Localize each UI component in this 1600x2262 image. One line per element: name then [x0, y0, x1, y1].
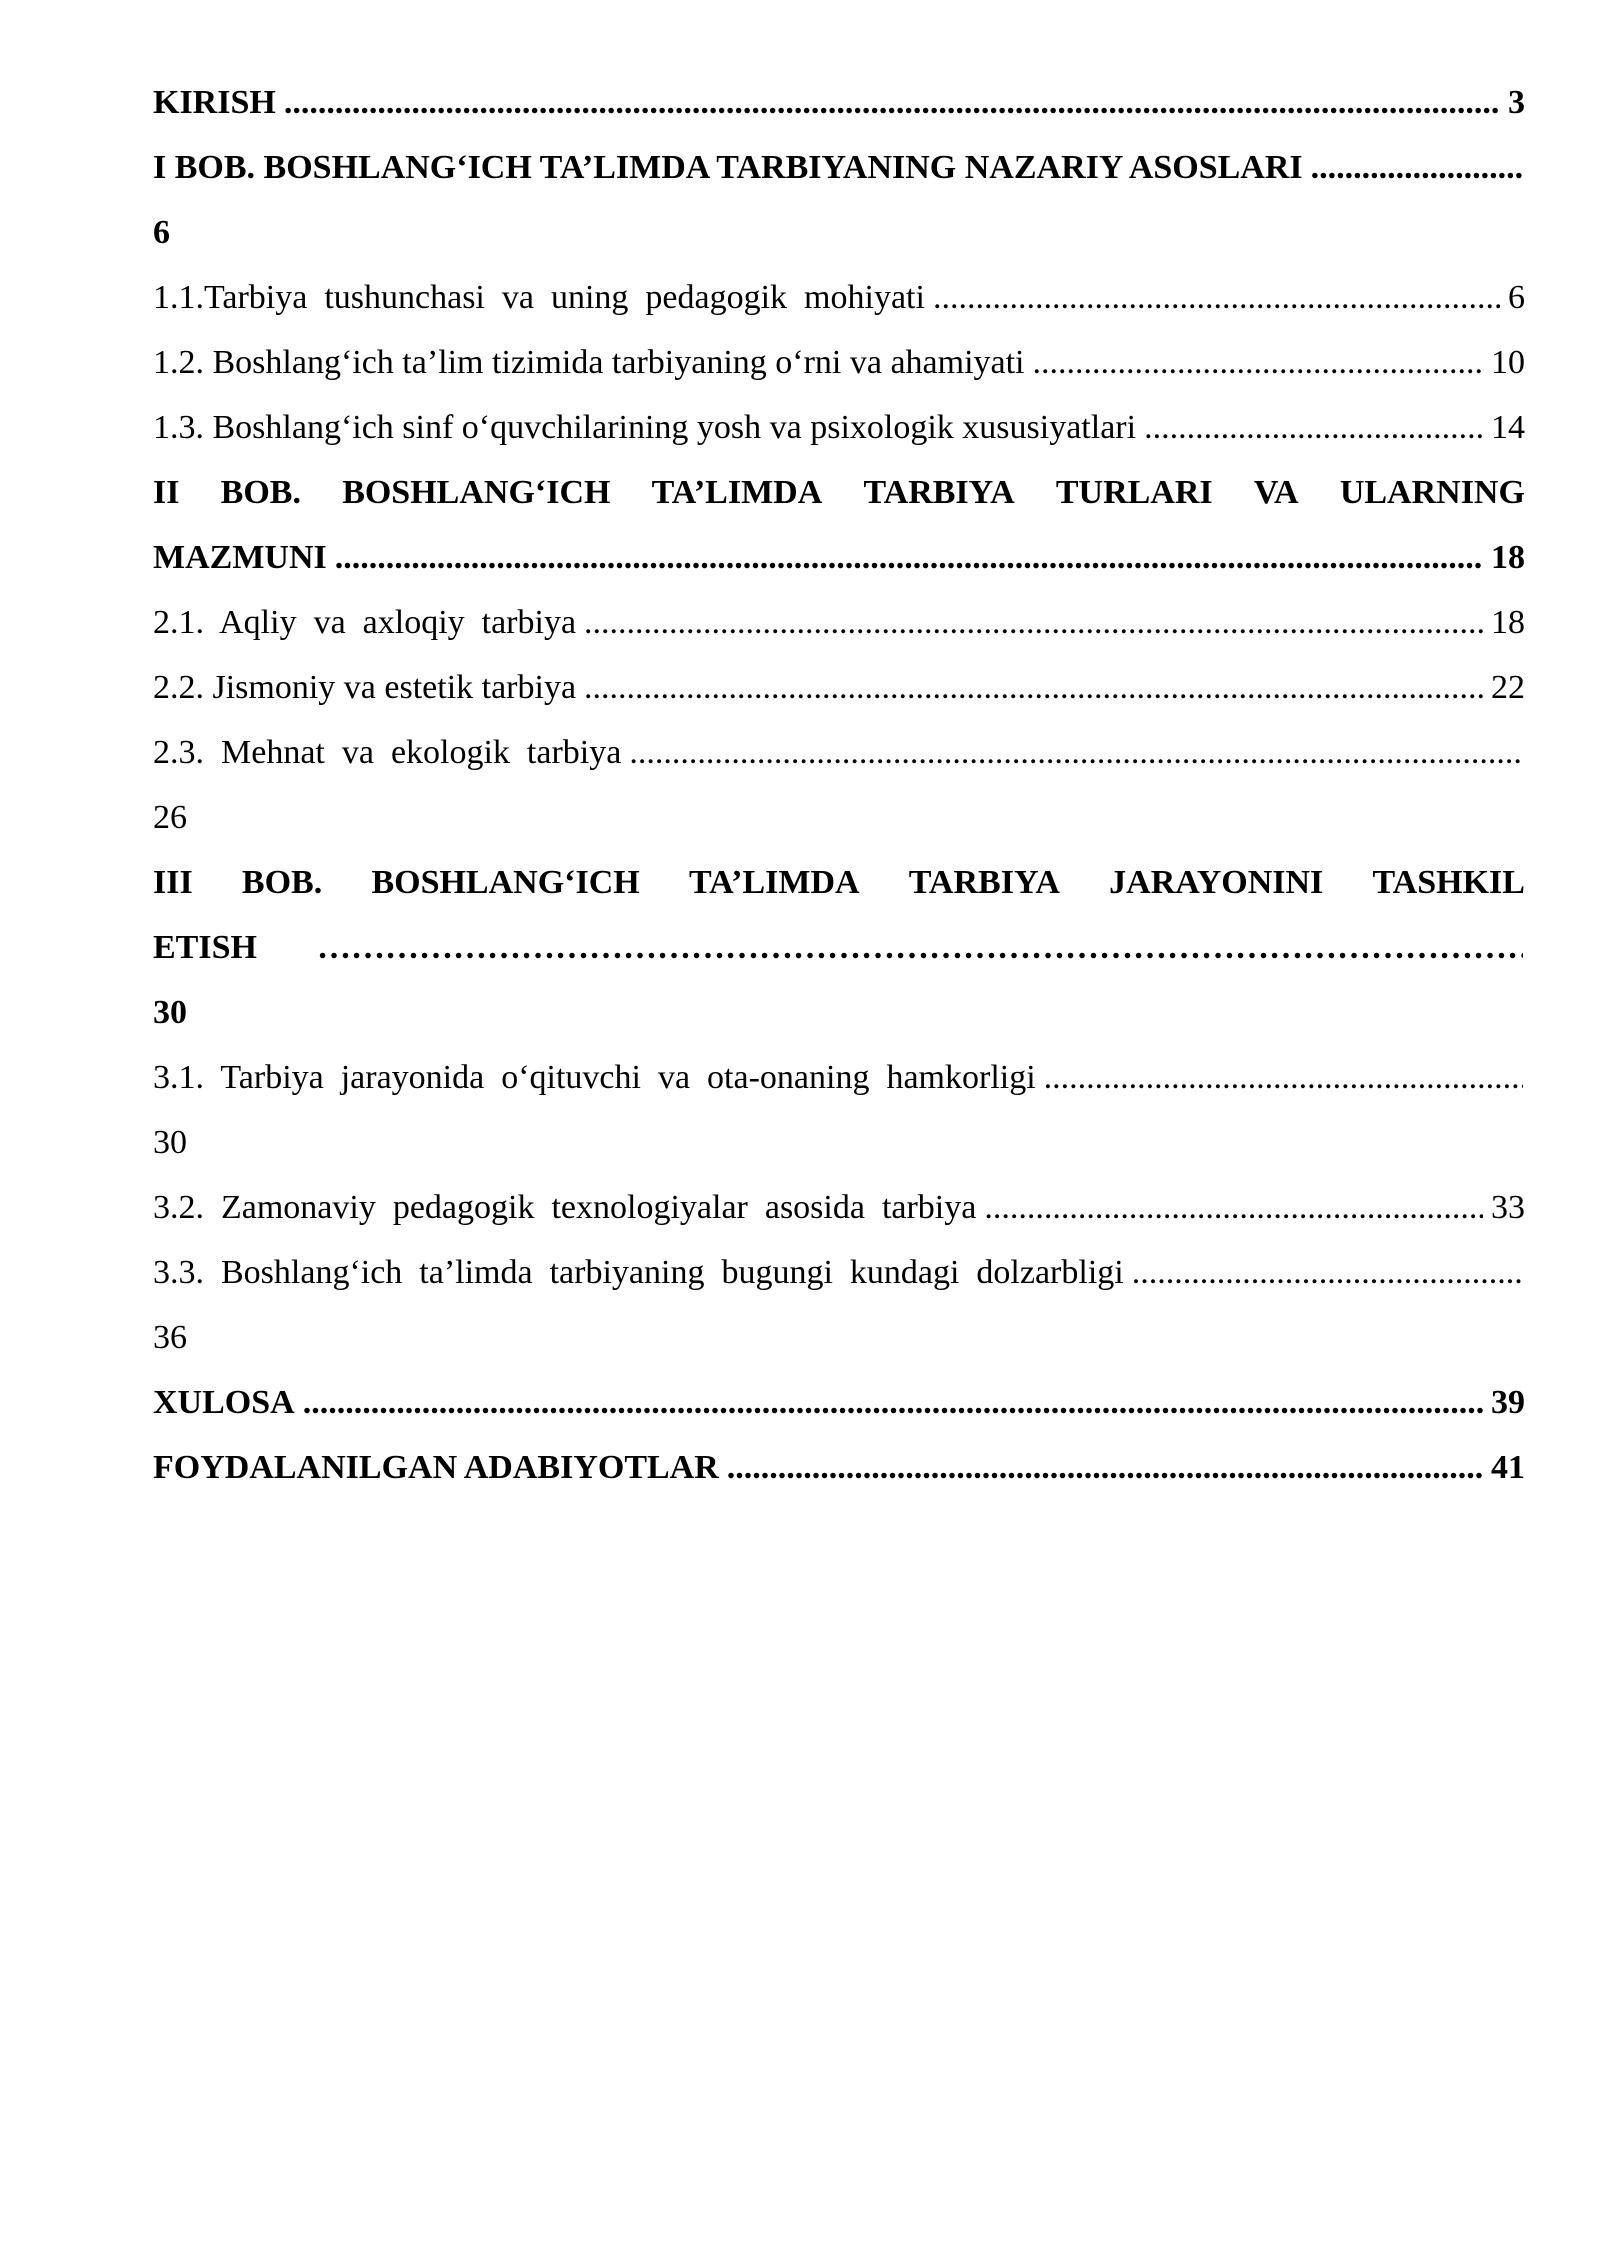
toc-entry-label: 3.3. Boshlang‘ich ta’limda tarbiyaning bugungi kundagi dolzarbligi [153, 1254, 1124, 1291]
toc-page-number: 41 [1491, 1449, 1525, 1486]
toc-entry-label: 3.2. Zamonaviy pedagogik texnologiyalar asosida tarbiya [153, 1189, 977, 1226]
toc-page-number: 39 [1491, 1384, 1525, 1421]
toc-entry-label: 1.1.Tarbiya tushunchasi va uning pedagogik mohiyati [153, 279, 925, 316]
dot-leader [335, 525, 1483, 590]
dot-leader [1033, 330, 1484, 395]
toc-entry-kirish[interactable] [153, 70, 1525, 135]
dot-leader [1132, 1240, 1523, 1305]
toc-entry-label: 3.1. Tarbiya jarayonida o‘qituvchi va ota-onaning hamkorligi [153, 1059, 1036, 1096]
toc-page-number: 36 [153, 1319, 187, 1356]
toc-chapter-2[interactable] [153, 460, 1525, 525]
toc-chapter-1[interactable] [153, 135, 1525, 200]
toc-page-number: 26 [153, 799, 187, 836]
dot-leader [317, 915, 1523, 980]
dot-leader [303, 1370, 1483, 1435]
toc-chapter-title: I BOB. BOSHLANG‘ICH TA’LIMDA TARBIYANING NAZARIY ASOSLARI [153, 149, 1303, 186]
title-word: VA [1253, 474, 1299, 511]
toc-entry-1-3[interactable] [153, 395, 1525, 460]
toc-entry-xulosa[interactable] [153, 1370, 1525, 1435]
toc-entry-adabiyotlar[interactable] [153, 1435, 1525, 1500]
title-word: TURLARI [1055, 474, 1213, 511]
toc-page-number: 18 [1491, 539, 1525, 576]
dot-leader [1044, 1045, 1523, 1110]
table-of-contents [153, 70, 1525, 1500]
toc-page-number: 6 [1508, 279, 1525, 316]
toc-page-number: 6 [153, 214, 170, 251]
toc-entry-label: KIRISH [153, 84, 276, 121]
title-word: III [153, 864, 193, 901]
title-word: TA’LIMDA [651, 474, 823, 511]
toc-entry-label: 2.3. Mehnat va ekologik tarbiya [153, 734, 622, 771]
title-word: TARBIYA [863, 474, 1015, 511]
toc-page-number: 30 [153, 1124, 187, 1161]
toc-chapter-title: ETISH [153, 929, 257, 966]
toc-chapter-title: MAZMUNI [153, 539, 327, 576]
toc-entry-label: 1.3. Boshlang‘ich sinf o‘quvchilarining yosh va psixologik xususiyatlari [153, 409, 1137, 446]
dot-leader [984, 1175, 1483, 1240]
toc-page-number: 18 [1491, 604, 1525, 641]
toc-chapter-2-cont[interactable] [153, 525, 1525, 590]
toc-entry-label: FOYDALANILGAN ADABIYOTLAR [153, 1449, 719, 1486]
toc-entry-label: XULOSA [153, 1384, 295, 1421]
title-word: TARBIYA [908, 864, 1060, 901]
dot-leader [1144, 395, 1483, 460]
toc-entry-label: 2.1. Aqliy va axloqiy tarbiya [153, 604, 577, 641]
toc-page-number: 33 [1491, 1189, 1525, 1226]
toc-page-number: 22 [1491, 669, 1525, 706]
toc-entry-2-2[interactable] [153, 655, 1525, 720]
dot-leader [727, 1435, 1483, 1500]
dot-leader [629, 720, 1523, 785]
title-word: ULARNING [1339, 474, 1525, 511]
toc-entry-3-1[interactable] [153, 1045, 1525, 1110]
title-word: JARAYONINI [1109, 864, 1324, 901]
dot-leader [284, 70, 1500, 135]
title-word: TA’LIMDA [688, 864, 860, 901]
title-word: BOSHLANG‘ICH [371, 864, 640, 901]
toc-entry-1-1[interactable] [153, 265, 1525, 330]
toc-page-number: 14 [1491, 409, 1525, 446]
toc-chapter-3-cont[interactable] [153, 915, 1525, 980]
title-word: II [153, 474, 180, 511]
title-word: BOB. [220, 474, 301, 511]
dot-leader [1311, 135, 1523, 200]
dot-leader [584, 655, 1483, 720]
toc-page-number: 10 [1491, 344, 1525, 381]
toc-entry-1-2[interactable] [153, 330, 1525, 395]
toc-entry-2-3[interactable] [153, 720, 1525, 785]
title-word: TASHKIL [1372, 864, 1525, 901]
toc-entry-2-1[interactable] [153, 590, 1525, 655]
toc-page-number: 3 [1508, 84, 1525, 121]
title-word: BOB. [241, 864, 323, 901]
toc-page-number: 30 [153, 994, 187, 1031]
toc-chapter-3[interactable] [153, 850, 1525, 915]
dot-leader [584, 590, 1483, 655]
toc-entry-label: 2.2. Jismoniy va estetik tarbiya [153, 669, 577, 706]
toc-entry-3-3[interactable] [153, 1240, 1525, 1305]
dot-leader [933, 265, 1500, 330]
toc-entry-label: 1.2. Boshlang‘ich ta’lim tizimida tarbiyaning o‘rni va ahamiyati [153, 344, 1025, 381]
toc-entry-3-2[interactable] [153, 1175, 1525, 1240]
title-word: BOSHLANG‘ICH [342, 474, 611, 511]
